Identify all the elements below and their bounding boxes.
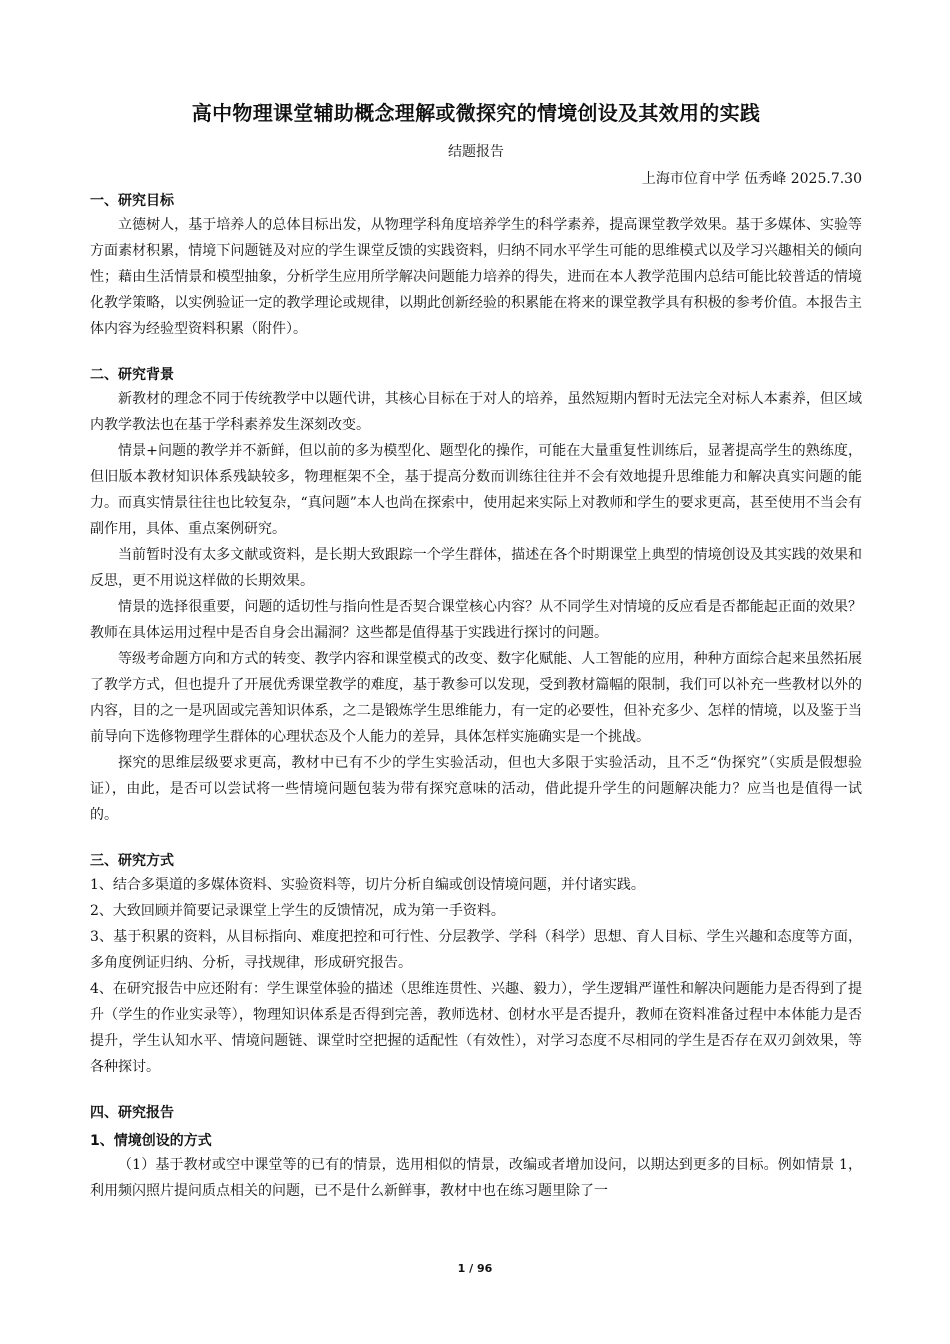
paragraph: 情景的选择很重要，问题的适切性与指向性是否契合课堂核心内容？从不同学生对情境的反应看是否都能起正面的效果？教师在具体运用过程中是否自身会出漏洞？这些都是值得基于实践进行探讨的问题。 <box>90 599 862 641</box>
section-heading-report: 四、研究报告 <box>90 1105 174 1121</box>
page-number: 1 / 96 <box>457 1262 493 1275</box>
document-subtitle: 结题报告 <box>448 144 504 160</box>
list-item: 2、大致回顾并简要记录课堂上学生的反馈情况，成为第一手资料。 <box>90 903 505 919</box>
section-heading-goal: 一、研究目标 <box>90 193 174 209</box>
section-spacer <box>90 1080 862 1102</box>
document-body <box>90 98 862 1204</box>
section-heading-background: 二、研究背景 <box>90 367 174 383</box>
paragraph: （1）基于教材或空中课堂等的已有的情景，选用相似的情景，改编或者增加设问，以期达到更多的目标。例如情景 1，利用频闪照片提问质点相关的问题，已不是什么新鲜事，教材中也在练习题里除了一 <box>90 1157 862 1199</box>
paragraph: 情景+问题的教学并不新鲜，但以前的多为模型化、题型化的操作，可能在大量重复性训练后，显著提高学生的熟练度，但旧版本教材知识体系残缺较多，物理框架不全，基于提高分数而训练往往并不会有效地提升思维能力和解决真实问题的能力。而真实情景往往也比较复杂，“真问题”本人也尚在探索中，使用起来实际上对教师和学生的要求更高，甚至使用不当会有副作用，具体、重点案例研究。 <box>90 443 862 537</box>
list-item: 1、结合多渠道的多媒体资料、实验资料等，切片分析自编或创设情境问题，并付诸实践。 <box>90 877 645 893</box>
list-item: 4、在研究报告中应还附有：学生课堂体验的描述（思维连贯性、兴趣、毅力），学生逻辑严谨性和解决问题能力是否得到了提升（学生的作业实录等），物理知识体系是否得到完善，教师选材、创材水平是否提升，教师在资料准备过程中本体能力是否提升，学生认知水平、情境问题链、课堂时空把握的适配性（有效性），对学习态度不尽相同的学生是否存在双刃剑效果，等各种探讨。 <box>90 981 862 1075</box>
list-item: 3、基于积累的资料，从目标指向、难度把控和可行性、分层教学、学科（科学）思想、育人目标、学生兴趣和态度等方面，多角度例证归纳、分析，寻找规律，形成研究报告。 <box>90 929 862 971</box>
paragraph: 等级考命题方向和方式的转变、教学内容和课堂模式的改变、数字化赋能、人工智能的应用，种种方面综合起来虽然拓展了教学方式，但也提升了开展优秀课堂教学的难度，基于教参可以发现，受到教材篇幅的限制，我们可以补充一些教材以外的内容，目的之一是巩固或完善知识体系，之二是锻炼学生思维能力，有一定的必要性，但补充多少、怎样的情境，以及鉴于当前导向下选修物理学生群体的心理状态及个人能力的差异，具体怎样实施确实是一个挑战。 <box>90 651 862 745</box>
subsection-heading: 1、情境创设的方式 <box>90 1133 212 1149</box>
author-byline: 上海市位育中学 伍秀峰 2025.7.30 <box>641 171 862 187</box>
document-title: 高中物理课堂辅助概念理解或微探究的情境创设及其效用的实践 <box>191 101 761 125</box>
paragraph: 立德树人，基于培养人的总体目标出发，从物理学科角度培养学生的科学素养，提高课堂教学效果。基于多媒体、实验等方面素材积累，情境下问题链及对应的学生课堂反馈的实践资料，归纳不同水平学生可能的思维模式以及学习兴趣相关的倾向性；藉由生活情景和模型抽象，分析学生应用所学解决问题能力培养的得失，进而在本人教学范围内总结可能比较普适的情境化教学策略，以实例验证一定的教学理论或规律，以期此创新经验的积累能在将来的课堂教学具有积极的参考价值。本报告主体内容为经验型资料积累（附件）。 <box>90 217 862 337</box>
paragraph: 当前暂时没有太多文献或资料，是长期大致跟踪一个学生群体，描述在各个时期课堂上典型的情境创设及其实践的效果和反思，更不用说这样做的长期效果。 <box>90 547 862 589</box>
section-heading-method: 三、研究方式 <box>90 853 174 869</box>
section-spacer <box>90 828 862 850</box>
paragraph: 新教材的理念不同于传统教学中以题代讲，其核心目标在于对人的培养，虽然短期内暂时无法完全对标人本素养，但区域内教学教法也在基于学科素养发生深刻改变。 <box>90 391 862 433</box>
section-spacer <box>90 342 862 364</box>
paragraph: 探究的思维层级要求更高，教材中已有不少的学生实验活动，但也大多限于实验活动，且不乏“伪探究”（实质是假想验证），由此，是否可以尝试将一些情境问题包装为带有探究意味的活动，借此提升学生的问题解决能力？应当也是值得一试的。 <box>90 755 862 823</box>
